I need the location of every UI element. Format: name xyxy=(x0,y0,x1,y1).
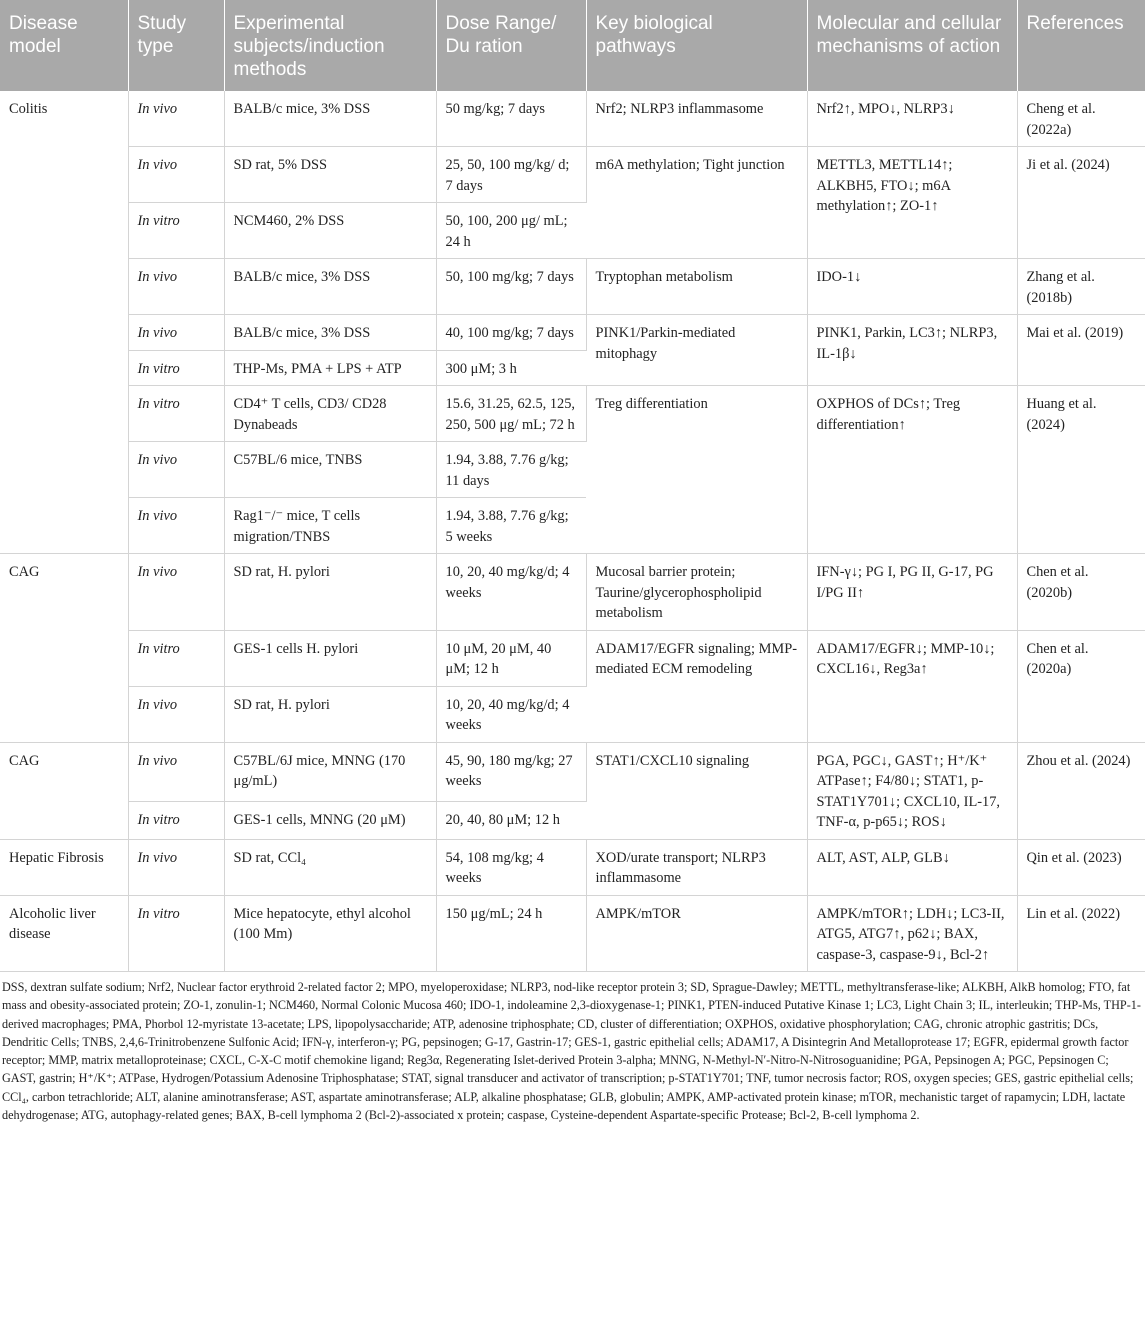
disease-model-cell: Hepatic Fibrosis xyxy=(0,839,128,895)
study-type-cell: In vitro xyxy=(128,203,224,259)
dose-cell: 10, 20, 40 mg/kg/d; 4 weeks xyxy=(436,554,586,631)
dose-cell: 15.6, 31.25, 62.5, 125, 250, 500 μg/ mL; 72 h xyxy=(436,386,586,442)
mechanism-cell: OXPHOS of DCs↑; Treg differentiation↑ xyxy=(807,386,1017,554)
disease-model-cell: Colitis xyxy=(0,91,128,554)
study-type-cell: In vitro xyxy=(128,350,224,386)
pathway-cell: m6A methylation; Tight junction xyxy=(586,147,807,259)
mechanism-cell: IFN-γ↓; PG I, PG II, G-17, PG I/PG II↑ xyxy=(807,554,1017,631)
study-type-cell: In vitro xyxy=(128,801,224,839)
mechanism-cell: Nrf2↑, MPO↓, NLRP3↓ xyxy=(807,91,1017,147)
subject-cell: Mice hepatocyte, ethyl alcohol (100 Mm) xyxy=(224,895,436,972)
mechanism-cell: PINK1, Parkin, LC3↑; NLRP3, IL-1β↓ xyxy=(807,315,1017,386)
study-type-cell: In vitro xyxy=(128,895,224,972)
pathway-cell: Mucosal barrier protein; Taurine/glycerophospholipid metabolism xyxy=(586,554,807,631)
dose-cell: 10 μM, 20 μM, 40 μM; 12 h xyxy=(436,630,586,686)
dose-cell: 50, 100 mg/kg; 7 days xyxy=(436,259,586,315)
header-study-type: Study type xyxy=(128,0,224,91)
table-row xyxy=(0,315,1145,351)
reference-cell: Ji et al. (2024) xyxy=(1017,147,1145,259)
subject-cell: THP-Ms, PMA + LPS + ATP xyxy=(224,350,436,386)
pathway-cell: STAT1/CXCL10 signaling xyxy=(586,742,807,839)
header-experimental-subjects: Experimental subjects/induction methods xyxy=(224,0,436,91)
reference-cell: Zhang et al. (2018b) xyxy=(1017,259,1145,315)
mechanism-cell: ADAM17/EGFR↓; MMP-10↓; CXCL16↓, Reg3a↑ xyxy=(807,630,1017,742)
table-row xyxy=(0,630,1145,686)
subject-cell: SD rat, H. pylori xyxy=(224,554,436,631)
subject-cell: C57BL/6 mice, TNBS xyxy=(224,442,436,498)
table-row xyxy=(0,147,1145,203)
header-row xyxy=(0,0,1145,91)
subject-cell: CD4⁺ T cells, CD3/ CD28 Dynabeads xyxy=(224,386,436,442)
reference-cell: Qin et al. (2023) xyxy=(1017,839,1145,895)
subject-cell: NCM460, 2% DSS xyxy=(224,203,436,259)
table-footnote: DSS, dextran sulfate sodium; Nrf2, Nuclear factor erythroid 2-related factor 2; MPO, myeloperoxidase; NLRP3, nod-like receptor protein 3; SD, Sprague-Dawley; METTL, methyltransferase-like; ALKBH, AlkB homolog; FTO, fat mass and obesity-associated protein; ZO-1, zonulin-1; NCM460, Normal Colonic Mucosa 460; IDO-1, indoleamine 2,3-dioxygenase-1; PINK1, PTEN-induced Putative Kinase 1; LC3, Light Chain 3; IL, interleukin; THP-Ms, THP-1-derived macrophages; PMA, Phorbol 12-myristate 13-acetate; LPS, lipopolysaccharide; ATP, adenosine triphosphate; CD, cluster of differentiation; OXPHOS, oxidative phosphorylation; CAG, chronic atrophic gastritis; DCs, Dendritic Cells; TNBS, 2,4,6-Trinitrobenzene Sulfonic Acid; IFN-γ, interferon-γ; PG, pepsinogen; G-17, Gastrin-17; GES-1, gastric epithelial cells; ADAM17, A Disintegrin And Metalloprotease 17; EGFR, epidermal growth factor receptor; MMP, matrix metalloproteinase; CXCL, C-X-C motif chemokine ligand; Reg3α, Regenerating Islet-derived Protein 3-alpha; MNNG, N-Methyl-N′-Nitro-N-Nitrosoguanidine; PGA, Pepsinogen A; PGC, Pepsinogen C; GAST, gastrin; H⁺/K⁺; ATPase, Hydrogen/Potassium Adenosine Triphosphatase; STAT, signal transducer and activator of transcription; p-STAT1Y701; TNF, tumor necrosis factor; ROS, oxygen species; GES, gastric epithelial cells; CCl₄, carbon tetrachloride; ALT, alanine aminotransferase; AST, aspartate aminotransferase; ALP, alkaline phosphatase; GLB, globulin; AMPK, AMP-activated protein kinase; mTOR, mechanistic target of rapamycin; LDH, lactate dehydrogenase; ATG, autophagy-related genes; BAX, B-cell lymphoma 2 (Bcl-2)-associated x protein; caspase, Cysteine-dependent Aspartate-specific Protease; Bcl-2, B-cell lymphoma 2. xyxy=(2,980,1141,1123)
dose-cell: 20, 40, 80 μM; 12 h xyxy=(436,801,586,839)
disease-model-cell: CAG xyxy=(0,554,128,743)
table-row xyxy=(0,742,1145,801)
mechanism-cell: PGA, PGC↓, GAST↑; H⁺/K⁺ ATPase↑; F4/80↓; STAT1, p-STAT1Y701↓; CXCL10, IL-17, TNF-α, p-p65↓; ROS↓ xyxy=(807,742,1017,839)
mechanism-cell: IDO-1↓ xyxy=(807,259,1017,315)
table-row xyxy=(0,554,1145,631)
study-type-cell: In vivo xyxy=(128,686,224,742)
study-type-cell: In vivo xyxy=(128,554,224,631)
study-type-cell: In vitro xyxy=(128,386,224,442)
study-type-cell: In vivo xyxy=(128,147,224,203)
reference-cell: Chen et al. (2020a) xyxy=(1017,630,1145,742)
mechanism-cell: ALT, AST, ALP, GLB↓ xyxy=(807,839,1017,895)
dose-cell: 10, 20, 40 mg/kg/d; 4 weeks xyxy=(436,686,586,742)
dose-cell: 25, 50, 100 mg/kg/ d; 7 days xyxy=(436,147,586,203)
reference-cell: Cheng et al. (2022a) xyxy=(1017,91,1145,147)
study-type-cell: In vivo xyxy=(128,839,224,895)
reference-cell: Chen et al. (2020b) xyxy=(1017,554,1145,631)
pathway-cell: ADAM17/EGFR signaling; MMP-mediated ECM remodeling xyxy=(586,630,807,742)
table-row xyxy=(0,91,1145,147)
disease-model-cell: Alcoholic liver disease xyxy=(0,895,128,972)
reference-cell: Lin et al. (2022) xyxy=(1017,895,1145,972)
table-row xyxy=(0,839,1145,895)
table-row xyxy=(0,259,1145,315)
dose-cell: 300 μM; 3 h xyxy=(436,350,586,386)
dose-cell: 150 μg/mL; 24 h xyxy=(436,895,586,972)
header-mechanisms: Molecular and cellular mechanisms of action xyxy=(807,0,1017,91)
pathway-cell: XOD/urate transport; NLRP3 inflammasome xyxy=(586,839,807,895)
header-disease-model: Disease model xyxy=(0,0,128,91)
dose-cell: 50 mg/kg; 7 days xyxy=(436,91,586,147)
subject-cell: BALB/c mice, 3% DSS xyxy=(224,315,436,351)
dose-cell: 45, 90, 180 mg/kg; 27 weeks xyxy=(436,742,586,801)
reference-cell: Zhou et al. (2024) xyxy=(1017,742,1145,839)
subject-cell: BALB/c mice, 3% DSS xyxy=(224,91,436,147)
table-row xyxy=(0,386,1145,442)
subject-cell: SD rat, 5% DSS xyxy=(224,147,436,203)
dose-cell: 1.94, 3.88, 7.76 g/kg; 5 weeks xyxy=(436,498,586,554)
subject-cell: GES-1 cells H. pylori xyxy=(224,630,436,686)
reference-cell: Huang et al. (2024) xyxy=(1017,386,1145,554)
pathway-cell: Tryptophan metabolism xyxy=(586,259,807,315)
study-type-cell: In vivo xyxy=(128,315,224,351)
header-key-pathways: Key biological pathways xyxy=(586,0,807,91)
dose-cell: 1.94, 3.88, 7.76 g/kg; 11 days xyxy=(436,442,586,498)
mechanism-cell: AMPK/mTOR↑; LDH↓; LC3-II, ATG5, ATG7↑, p62↓; BAX, caspase-3, caspase-9↓, Bcl-2↑ xyxy=(807,895,1017,972)
pathway-cell: Nrf2; NLRP3 inflammasome xyxy=(586,91,807,147)
reference-cell: Mai et al. (2019) xyxy=(1017,315,1145,386)
subject-cell: GES-1 cells, MNNG (20 μM) xyxy=(224,801,436,839)
subject-cell: SD rat, CCl₄ xyxy=(224,839,436,895)
study-type-cell: In vivo xyxy=(128,498,224,554)
subject-cell: Rag1⁻/⁻ mice, T cells migration/TNBS xyxy=(224,498,436,554)
study-type-cell: In vivo xyxy=(128,91,224,147)
disease-model-cell: CAG xyxy=(0,742,128,839)
dose-cell: 54, 108 mg/kg; 4 weeks xyxy=(436,839,586,895)
subject-cell: BALB/c mice, 3% DSS xyxy=(224,259,436,315)
subject-cell: C57BL/6J mice, MNNG (170 μg/mL) xyxy=(224,742,436,801)
mechanism-cell: METTL3, METTL14↑; ALKBH5, FTO↓; m6A methylation↑; ZO-1↑ xyxy=(807,147,1017,259)
subject-cell: SD rat, H. pylori xyxy=(224,686,436,742)
study-type-cell: In vivo xyxy=(128,742,224,801)
pathway-cell: AMPK/mTOR xyxy=(586,895,807,972)
study-type-cell: In vivo xyxy=(128,259,224,315)
dose-cell: 40, 100 mg/kg; 7 days xyxy=(436,315,586,351)
study-type-cell: In vitro xyxy=(128,630,224,686)
header-references: References xyxy=(1017,0,1145,91)
dose-cell: 50, 100, 200 μg/ mL; 24 h xyxy=(436,203,586,259)
pathway-cell: Treg differentiation xyxy=(586,386,807,554)
table-row xyxy=(0,895,1145,972)
pathway-cell: PINK1/Parkin-mediated mitophagy xyxy=(586,315,807,386)
header-dose-range: Dose Range/ Du ration xyxy=(436,0,586,91)
study-type-cell: In vivo xyxy=(128,442,224,498)
